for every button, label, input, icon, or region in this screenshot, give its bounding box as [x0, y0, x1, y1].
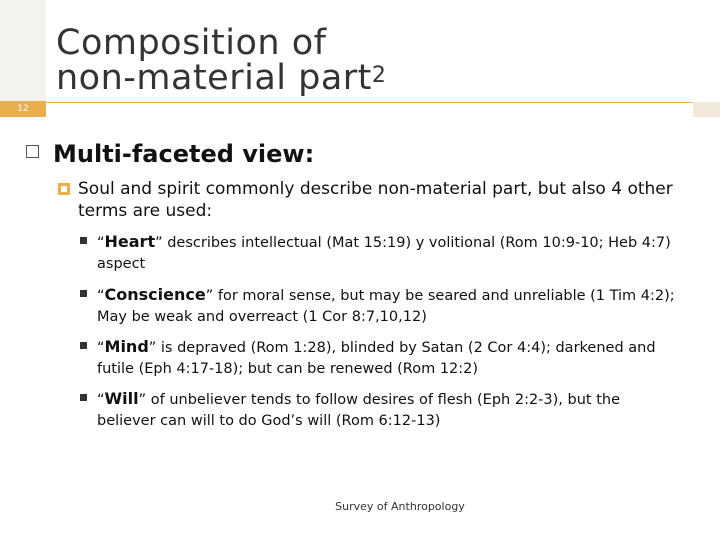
- level1-item: [26, 140, 314, 168]
- description: ” for moral sense, but may be seared and unreliable (1 Tim 4:2); May be weak and overreact (1 Cor 8:7,10,12): [97, 288, 675, 325]
- footer-text: Survey of Anthropology: [335, 500, 465, 513]
- list-item-text: [97, 284, 680, 328]
- level2-text: Soul and spirit commonly describe non-material part, but also 4 other terms are used:: [78, 179, 673, 221]
- square-bullet-icon: [80, 290, 87, 297]
- rule-line: [46, 102, 720, 103]
- term: Conscience: [104, 285, 206, 304]
- list-item: [80, 284, 680, 328]
- left-panel: [0, 0, 46, 117]
- list-item: [80, 231, 680, 275]
- square-bullet-icon: [80, 394, 87, 401]
- title-line-2: [56, 58, 387, 98]
- list-item-text: [97, 231, 680, 275]
- quote-open: “: [97, 288, 105, 304]
- list-item-text: [97, 336, 680, 380]
- slide-title: [56, 23, 387, 98]
- term: Will: [104, 389, 139, 408]
- description: ” is depraved (Rom 1:28), blinded by Satan (2 Cor 4:4); darkened and futile (Eph 4:17-18); but can be renewed (Rom 12:2): [97, 340, 656, 377]
- title-superscript: 2: [371, 63, 387, 88]
- list-item: [80, 336, 680, 380]
- level2-item: [58, 178, 678, 222]
- quote-open: “: [97, 340, 105, 356]
- square-bullet-icon: [80, 237, 87, 244]
- quote-open: “: [97, 235, 105, 251]
- list-item-text: [97, 388, 680, 432]
- hollow-square-bullet-icon: [58, 183, 70, 195]
- rule-cap: [693, 102, 720, 117]
- description: ” of unbeliever tends to follow desires of flesh (Eph 2:2-3), but the believer can will to do God’s will (Rom 6:12-13): [97, 392, 620, 429]
- title-line-1: Composition of: [56, 23, 327, 63]
- square-bullet-icon: [80, 342, 87, 349]
- quote-open: “: [97, 392, 105, 408]
- footer: [0, 500, 720, 513]
- level1-text: Multi-faceted view:: [53, 140, 315, 168]
- square-bullet-icon: [26, 145, 39, 158]
- description: ” describes intellectual (Mat 15:19) y volitional (Rom 10:9-10; Heb 4:7) aspect: [97, 235, 671, 272]
- slide-number: 12: [17, 104, 29, 114]
- title-rule: [0, 101, 720, 117]
- term: Mind: [104, 337, 149, 356]
- list-item: [80, 388, 680, 432]
- title-line-2-text: non-material part: [56, 58, 372, 98]
- term: Heart: [104, 232, 156, 251]
